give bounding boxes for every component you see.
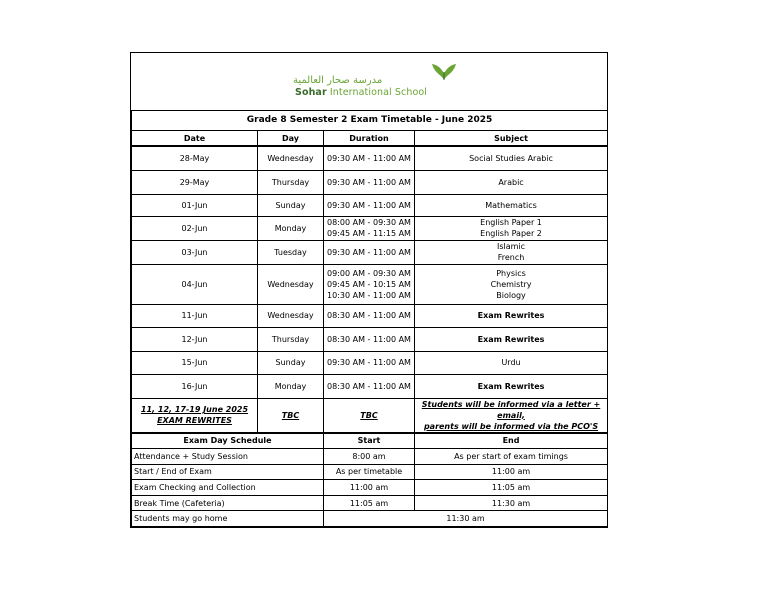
subject-cell xyxy=(415,304,608,327)
schedule-row xyxy=(132,464,608,480)
date-cell: 11-Jun xyxy=(132,304,258,327)
duration-line: 09:30 AM - 11:00 AM xyxy=(327,153,411,163)
day-cell: Monday xyxy=(258,216,324,240)
col-header-duration: Duration xyxy=(324,131,415,147)
schedule-header-end: End xyxy=(415,433,608,449)
schedule-row xyxy=(132,511,608,527)
duration-cell xyxy=(324,194,415,216)
day-cell: Monday xyxy=(258,374,324,398)
table-row xyxy=(132,304,608,327)
rewrites-note-line: Students will be informed via a letter + email, xyxy=(421,399,601,420)
schedule-row xyxy=(132,495,608,511)
rewrites-day-cell: TBC xyxy=(258,398,324,433)
schedule-start: 11:05 am xyxy=(324,495,415,511)
duration-cell xyxy=(324,304,415,327)
duration-line: 09:30 AM - 11:00 AM xyxy=(327,177,411,187)
schedule-end: 11:30 am xyxy=(415,495,608,511)
rewrites-subject-cell xyxy=(415,398,608,433)
duration-line: 08:30 AM - 11:00 AM xyxy=(327,311,411,320)
rewrites-label: EXAM REWRITES xyxy=(157,416,232,425)
day-cell: Wednesday xyxy=(258,146,324,170)
date-cell: 29-May xyxy=(132,170,258,194)
duration-cell xyxy=(324,351,415,374)
table-row xyxy=(132,351,608,374)
day-cell: Sunday xyxy=(258,351,324,374)
subject-cell xyxy=(415,240,608,264)
subject-line: Chemistry xyxy=(490,279,532,289)
schedule-header-start: Start xyxy=(324,433,415,449)
date-cell: 16-Jun xyxy=(132,374,258,398)
subject-line: English Paper 2 xyxy=(480,229,542,238)
subject-cell xyxy=(415,264,608,304)
table-row xyxy=(132,240,608,264)
date-cell: 15-Jun xyxy=(132,351,258,374)
col-header-subject: Subject xyxy=(415,131,608,147)
rewrites-date-line: 11, 12, 17-19 June 2025 xyxy=(140,405,249,414)
subject-cell xyxy=(415,194,608,216)
rewrites-date-cell xyxy=(132,398,258,433)
duration-cell xyxy=(324,146,415,170)
subject-line: Arabic xyxy=(498,177,524,187)
schedule-end: 11:00 am xyxy=(415,464,608,480)
subject-line: Social Studies Arabic xyxy=(469,153,553,163)
schedule-end: 11:05 am xyxy=(415,480,608,496)
duration-line: 08:30 AM - 11:00 AM xyxy=(327,334,411,344)
duration-line: 09:45 AM - 11:15 AM xyxy=(327,229,411,238)
date-cell: 03-Jun xyxy=(132,240,258,264)
schedule-start: 8:00 am xyxy=(324,449,415,465)
school-logo xyxy=(131,53,607,110)
duration-cell xyxy=(324,374,415,398)
duration-cell xyxy=(324,264,415,304)
schedule-label: Exam Checking and Collection xyxy=(132,480,324,496)
duration-line: 09:30 AM - 11:00 AM xyxy=(327,247,411,257)
schedule-label: Break Time (Cafeteria) xyxy=(132,495,324,511)
table-row xyxy=(132,374,608,398)
duration-line: 10:30 AM - 11:00 AM xyxy=(327,290,411,300)
date-cell: 12-Jun xyxy=(132,327,258,351)
schedule-label: Students may go home xyxy=(132,511,324,527)
logo-brand: Sohar xyxy=(295,87,327,98)
exam-table xyxy=(131,110,608,527)
subject-line: Islamic xyxy=(496,242,526,251)
duration-cell xyxy=(324,327,415,351)
col-header-date: Date xyxy=(132,131,258,147)
table-row xyxy=(132,146,608,170)
rewrites-row xyxy=(132,398,608,433)
subject-cell xyxy=(415,146,608,170)
table-row xyxy=(132,327,608,351)
subject-line: French xyxy=(497,253,525,262)
logo-english-text xyxy=(295,87,427,98)
subject-line: Urdu xyxy=(501,358,521,367)
col-header-day: Day xyxy=(258,131,324,147)
day-cell: Sunday xyxy=(258,194,324,216)
subject-cell xyxy=(415,374,608,398)
subject-line: English Paper 1 xyxy=(480,218,542,227)
schedule-label: Start / End of Exam xyxy=(132,464,324,480)
schedule-time: 11:30 am xyxy=(324,511,608,527)
butterfly-leaf-icon xyxy=(431,62,457,82)
schedule-header-row xyxy=(132,433,608,449)
table-row xyxy=(132,194,608,216)
schedule-row xyxy=(132,449,608,465)
date-cell: 28-May xyxy=(132,146,258,170)
date-cell: 04-Jun xyxy=(132,264,258,304)
day-cell: Wednesday xyxy=(258,304,324,327)
page-title: Grade 8 Semester 2 Exam Timetable - June 2025 xyxy=(132,111,608,131)
day-cell: Wednesday xyxy=(258,264,324,304)
subject-line: Exam Rewrites xyxy=(477,381,545,391)
rewrites-note-line: parents will be informed via the PCO'S xyxy=(423,421,599,431)
day-cell: Tuesday xyxy=(258,240,324,264)
schedule-header-label: Exam Day Schedule xyxy=(132,433,324,449)
subject-cell xyxy=(415,170,608,194)
day-cell: Thursday xyxy=(258,327,324,351)
table-row xyxy=(132,216,608,240)
table-row xyxy=(132,170,608,194)
schedule-row xyxy=(132,480,608,496)
schedule-end: As per start of exam timings xyxy=(415,449,608,465)
schedule-start: As per timetable xyxy=(324,464,415,480)
schedule-start: 11:00 am xyxy=(324,480,415,496)
duration-line: 09:30 AM - 11:00 AM xyxy=(327,200,411,210)
timetable-sheet xyxy=(130,52,608,528)
logo-arabic-text: مدرسة صحار العالمية xyxy=(293,75,383,86)
duration-cell xyxy=(324,240,415,264)
subject-line: Physics xyxy=(496,268,526,278)
date-cell: 01-Jun xyxy=(132,194,258,216)
subject-cell xyxy=(415,351,608,374)
subject-line: Exam Rewrites xyxy=(477,311,545,320)
logo-brand-rest: International School xyxy=(329,87,428,98)
duration-line: 08:00 AM - 09:30 AM xyxy=(327,218,411,227)
subject-line: Biology xyxy=(496,290,526,300)
rewrites-duration-cell: TBC xyxy=(324,398,415,433)
duration-cell xyxy=(324,216,415,240)
subject-cell xyxy=(415,327,608,351)
duration-line: 08:30 AM - 11:00 AM xyxy=(327,381,411,391)
schedule-label: Attendance + Study Session xyxy=(132,449,324,465)
duration-line: 09:30 AM - 11:00 AM xyxy=(327,358,411,367)
subject-line: Exam Rewrites xyxy=(477,334,545,344)
day-cell: Thursday xyxy=(258,170,324,194)
duration-line: 09:00 AM - 09:30 AM xyxy=(327,268,411,278)
table-row xyxy=(132,264,608,304)
date-cell: 02-Jun xyxy=(132,216,258,240)
subject-cell xyxy=(415,216,608,240)
duration-line: 09:45 AM - 10:15 AM xyxy=(327,279,411,289)
subject-line: Mathematics xyxy=(485,200,537,210)
duration-cell xyxy=(324,170,415,194)
